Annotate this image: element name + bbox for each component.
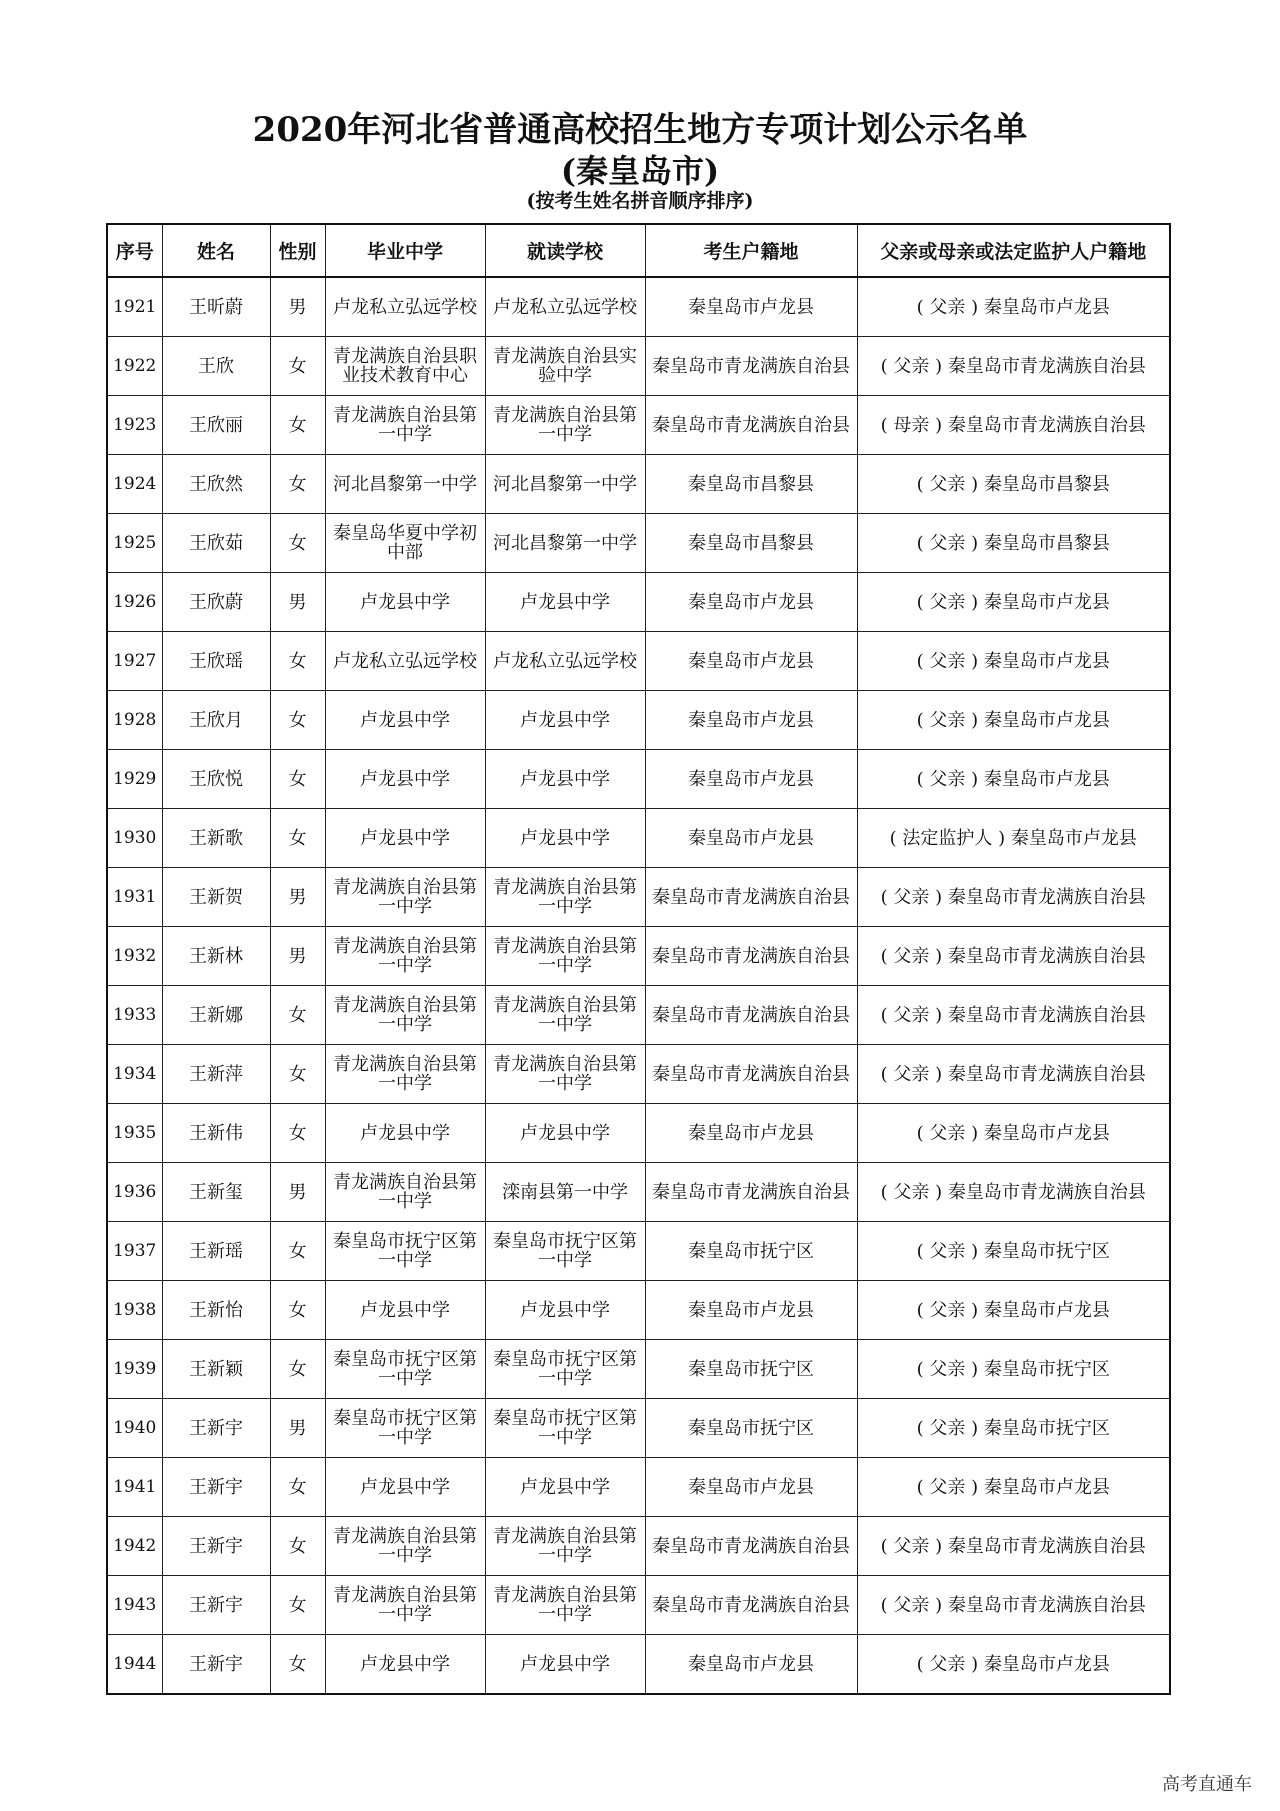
cell-index: 1935: [107, 1104, 162, 1163]
cell-current-school: 卢龙县中学: [485, 1458, 645, 1517]
cell-name: 王欣月: [162, 691, 270, 750]
col-header-gender: 性别: [270, 224, 325, 277]
cell-index: 1941: [107, 1458, 162, 1517]
cell-student-household: 秦皇岛市青龙满族自治县: [645, 1517, 857, 1576]
cell-current-school: 青龙满族自治县第一中学: [485, 396, 645, 455]
cell-gender: 女: [270, 337, 325, 396]
table-row: [107, 277, 1170, 337]
cell-current-school: 卢龙私立弘远学校: [485, 277, 645, 337]
col-header-student-household: 考生户籍地: [645, 224, 857, 277]
table-row: [107, 1340, 1170, 1399]
cell-graduated-school: 卢龙县中学: [325, 691, 485, 750]
col-header-guardian-household: 父亲或母亲或法定监护人户籍地: [857, 224, 1170, 277]
cell-student-household: 秦皇岛市卢龙县: [645, 750, 857, 809]
cell-graduated-school: 卢龙县中学: [325, 1635, 485, 1695]
cell-graduated-school: 卢龙私立弘远学校: [325, 277, 485, 337]
cell-index: 1943: [107, 1576, 162, 1635]
cell-guardian-household: ( 父亲 ) 秦皇岛市青龙满族自治县: [857, 337, 1170, 396]
cell-student-household: 秦皇岛市抚宁区: [645, 1340, 857, 1399]
cell-name: 王欣丽: [162, 396, 270, 455]
cell-name: 王新林: [162, 927, 270, 986]
cell-current-school: 青龙满族自治县第一中学: [485, 1045, 645, 1104]
cell-gender: 女: [270, 1517, 325, 1576]
cell-graduated-school: 卢龙县中学: [325, 809, 485, 868]
cell-name: 王新宇: [162, 1517, 270, 1576]
cell-index: 1928: [107, 691, 162, 750]
cell-guardian-household: ( 母亲 ) 秦皇岛市青龙满族自治县: [857, 396, 1170, 455]
table-row: [107, 1281, 1170, 1340]
cell-current-school: 秦皇岛市抚宁区第一中学: [485, 1340, 645, 1399]
page-subtitle-city: (秦皇岛市): [560, 152, 720, 190]
cell-name: 王新玺: [162, 1163, 270, 1222]
table-row: [107, 632, 1170, 691]
col-header-current-school: 就读学校: [485, 224, 645, 277]
cell-index: 1938: [107, 1281, 162, 1340]
cell-graduated-school: 青龙满族自治县职业技术教育中心: [325, 337, 485, 396]
cell-current-school: 秦皇岛市抚宁区第一中学: [485, 1399, 645, 1458]
cell-gender: 女: [270, 455, 325, 514]
table-row: [107, 573, 1170, 632]
cell-current-school: 青龙满族自治县第一中学: [485, 927, 645, 986]
cell-index: 1932: [107, 927, 162, 986]
cell-gender: 男: [270, 1399, 325, 1458]
cell-gender: 女: [270, 1281, 325, 1340]
cell-graduated-school: 卢龙县中学: [325, 750, 485, 809]
cell-index: 1931: [107, 868, 162, 927]
cell-student-household: 秦皇岛市青龙满族自治县: [645, 927, 857, 986]
cell-index: 1933: [107, 986, 162, 1045]
cell-gender: 女: [270, 691, 325, 750]
cell-current-school: 卢龙县中学: [485, 1635, 645, 1695]
cell-current-school: 卢龙县中学: [485, 573, 645, 632]
cell-name: 王新颖: [162, 1340, 270, 1399]
table-row: [107, 1104, 1170, 1163]
table-row: [107, 809, 1170, 868]
cell-guardian-household: ( 父亲 ) 秦皇岛市卢龙县: [857, 1281, 1170, 1340]
cell-index: 1936: [107, 1163, 162, 1222]
cell-graduated-school: 秦皇岛华夏中学初中部: [325, 514, 485, 573]
table-row: [107, 691, 1170, 750]
cell-student-household: 秦皇岛市卢龙县: [645, 573, 857, 632]
table-row: [107, 396, 1170, 455]
cell-guardian-household: ( 父亲 ) 秦皇岛市抚宁区: [857, 1399, 1170, 1458]
cell-index: 1925: [107, 514, 162, 573]
cell-name: 王新萍: [162, 1045, 270, 1104]
cell-student-household: 秦皇岛市卢龙县: [645, 632, 857, 691]
cell-index: 1927: [107, 632, 162, 691]
cell-student-household: 秦皇岛市卢龙县: [645, 1281, 857, 1340]
cell-current-school: 青龙满族自治县第一中学: [485, 1576, 645, 1635]
cell-gender: 男: [270, 277, 325, 337]
cell-gender: 女: [270, 514, 325, 573]
cell-gender: 女: [270, 1576, 325, 1635]
cell-gender: 男: [270, 868, 325, 927]
table-row: [107, 1635, 1170, 1695]
cell-current-school: 卢龙私立弘远学校: [485, 632, 645, 691]
cell-guardian-household: ( 父亲 ) 秦皇岛市青龙满族自治县: [857, 927, 1170, 986]
cell-graduated-school: 卢龙县中学: [325, 1104, 485, 1163]
table-row: [107, 1222, 1170, 1281]
cell-current-school: 河北昌黎第一中学: [485, 514, 645, 573]
table-row: [107, 1399, 1170, 1458]
cell-student-household: 秦皇岛市卢龙县: [645, 1635, 857, 1695]
cell-student-household: 秦皇岛市抚宁区: [645, 1399, 857, 1458]
cell-gender: 女: [270, 1222, 325, 1281]
cell-guardian-household: ( 父亲 ) 秦皇岛市卢龙县: [857, 277, 1170, 337]
cell-index: 1926: [107, 573, 162, 632]
cell-index: 1937: [107, 1222, 162, 1281]
cell-current-school: 青龙满族自治县第一中学: [485, 986, 645, 1045]
cell-current-school: 卢龙县中学: [485, 691, 645, 750]
cell-graduated-school: 青龙满族自治县第一中学: [325, 868, 485, 927]
cell-gender: 女: [270, 1635, 325, 1695]
cell-graduated-school: 青龙满族自治县第一中学: [325, 1045, 485, 1104]
cell-graduated-school: 青龙满族自治县第一中学: [325, 1163, 485, 1222]
table-row: [107, 514, 1170, 573]
cell-name: 王欣瑶: [162, 632, 270, 691]
cell-guardian-household: ( 父亲 ) 秦皇岛市青龙满族自治县: [857, 1163, 1170, 1222]
cell-current-school: 青龙满族自治县实验中学: [485, 337, 645, 396]
cell-graduated-school: 秦皇岛市抚宁区第一中学: [325, 1340, 485, 1399]
cell-current-school: 卢龙县中学: [485, 750, 645, 809]
cell-index: 1922: [107, 337, 162, 396]
cell-student-household: 秦皇岛市卢龙县: [645, 809, 857, 868]
cell-name: 王新怡: [162, 1281, 270, 1340]
cell-index: 1939: [107, 1340, 162, 1399]
cell-name: 王新瑶: [162, 1222, 270, 1281]
cell-gender: 男: [270, 1163, 325, 1222]
cell-guardian-household: ( 父亲 ) 秦皇岛市卢龙县: [857, 632, 1170, 691]
cell-current-school: 卢龙县中学: [485, 809, 645, 868]
cell-guardian-household: ( 父亲 ) 秦皇岛市昌黎县: [857, 455, 1170, 514]
table-row: [107, 927, 1170, 986]
cell-index: 1924: [107, 455, 162, 514]
cell-guardian-household: ( 父亲 ) 秦皇岛市抚宁区: [857, 1340, 1170, 1399]
cell-name: 王欣悦: [162, 750, 270, 809]
cell-graduated-school: 秦皇岛市抚宁区第一中学: [325, 1222, 485, 1281]
cell-student-household: 秦皇岛市卢龙县: [645, 691, 857, 750]
cell-gender: 女: [270, 1045, 325, 1104]
cell-current-school: 青龙满族自治县第一中学: [485, 1517, 645, 1576]
cell-current-school: 卢龙县中学: [485, 1281, 645, 1340]
cell-student-household: 秦皇岛市青龙满族自治县: [645, 396, 857, 455]
cell-student-household: 秦皇岛市昌黎县: [645, 514, 857, 573]
cell-current-school: 滦南县第一中学: [485, 1163, 645, 1222]
cell-current-school: 卢龙县中学: [485, 1104, 645, 1163]
cell-student-household: 秦皇岛市青龙满族自治县: [645, 1576, 857, 1635]
cell-current-school: 秦皇岛市抚宁区第一中学: [485, 1222, 645, 1281]
col-header-index: 序号: [107, 224, 162, 277]
table-row: [107, 986, 1170, 1045]
cell-guardian-household: ( 父亲 ) 秦皇岛市抚宁区: [857, 1222, 1170, 1281]
table-row: [107, 868, 1170, 927]
table-row: [107, 337, 1170, 396]
cell-gender: 女: [270, 632, 325, 691]
cell-guardian-household: ( 父亲 ) 秦皇岛市卢龙县: [857, 1104, 1170, 1163]
cell-graduated-school: 卢龙县中学: [325, 1458, 485, 1517]
cell-graduated-school: 青龙满族自治县第一中学: [325, 396, 485, 455]
cell-name: 王新宇: [162, 1635, 270, 1695]
cell-guardian-household: ( 父亲 ) 秦皇岛市卢龙县: [857, 750, 1170, 809]
cell-guardian-household: ( 父亲 ) 秦皇岛市昌黎县: [857, 514, 1170, 573]
cell-graduated-school: 卢龙县中学: [325, 1281, 485, 1340]
watermark-text: 高考直通车: [1162, 1774, 1252, 1795]
table-row: [107, 1458, 1170, 1517]
cell-student-household: 秦皇岛市青龙满族自治县: [645, 1045, 857, 1104]
cell-gender: 女: [270, 1104, 325, 1163]
table-body: [107, 277, 1170, 1694]
cell-graduated-school: 秦皇岛市抚宁区第一中学: [325, 1399, 485, 1458]
cell-name: 王新宇: [162, 1399, 270, 1458]
cell-gender: 女: [270, 1340, 325, 1399]
table-row: [107, 750, 1170, 809]
cell-name: 王新歌: [162, 809, 270, 868]
cell-guardian-household: ( 父亲 ) 秦皇岛市青龙满族自治县: [857, 1045, 1170, 1104]
cell-gender: 男: [270, 927, 325, 986]
cell-index: 1942: [107, 1517, 162, 1576]
roster-table: [106, 223, 1171, 1695]
cell-guardian-household: ( 父亲 ) 秦皇岛市青龙满族自治县: [857, 868, 1170, 927]
page-title: 2020年河北省普通高校招生地方专项计划公示名单: [252, 110, 1028, 150]
table-header-row: [107, 224, 1170, 277]
cell-index: 1929: [107, 750, 162, 809]
cell-index: 1944: [107, 1635, 162, 1695]
cell-student-household: 秦皇岛市卢龙县: [645, 1458, 857, 1517]
col-header-graduated-school: 毕业中学: [325, 224, 485, 277]
table-row: [107, 1045, 1170, 1104]
cell-index: 1921: [107, 277, 162, 337]
cell-gender: 女: [270, 986, 325, 1045]
cell-gender: 女: [270, 809, 325, 868]
table-row: [107, 1517, 1170, 1576]
cell-current-school: 青龙满族自治县第一中学: [485, 868, 645, 927]
cell-gender: 男: [270, 573, 325, 632]
cell-name: 王新宇: [162, 1458, 270, 1517]
cell-student-household: 秦皇岛市卢龙县: [645, 277, 857, 337]
cell-student-household: 秦皇岛市青龙满族自治县: [645, 1163, 857, 1222]
cell-gender: 女: [270, 396, 325, 455]
cell-graduated-school: 青龙满族自治县第一中学: [325, 927, 485, 986]
cell-index: 1923: [107, 396, 162, 455]
cell-index: 1934: [107, 1045, 162, 1104]
cell-index: 1940: [107, 1399, 162, 1458]
cell-name: 王昕蔚: [162, 277, 270, 337]
cell-current-school: 河北昌黎第一中学: [485, 455, 645, 514]
table-row: [107, 1163, 1170, 1222]
cell-name: 王新宇: [162, 1576, 270, 1635]
page-subtitle-sort-note: (按考生姓名拼音顺序排序): [526, 190, 754, 212]
cell-guardian-household: ( 父亲 ) 秦皇岛市青龙满族自治县: [857, 986, 1170, 1045]
table-row: [107, 455, 1170, 514]
cell-graduated-school: 青龙满族自治县第一中学: [325, 986, 485, 1045]
cell-graduated-school: 青龙满族自治县第一中学: [325, 1517, 485, 1576]
cell-name: 王欣蔚: [162, 573, 270, 632]
cell-gender: 女: [270, 1458, 325, 1517]
cell-guardian-household: ( 父亲 ) 秦皇岛市卢龙县: [857, 1635, 1170, 1695]
cell-guardian-household: ( 父亲 ) 秦皇岛市卢龙县: [857, 691, 1170, 750]
cell-guardian-household: ( 父亲 ) 秦皇岛市青龙满族自治县: [857, 1576, 1170, 1635]
cell-name: 王新伟: [162, 1104, 270, 1163]
cell-name: 王欣然: [162, 455, 270, 514]
cell-student-household: 秦皇岛市抚宁区: [645, 1222, 857, 1281]
cell-student-household: 秦皇岛市青龙满族自治县: [645, 337, 857, 396]
cell-graduated-school: 青龙满族自治县第一中学: [325, 1576, 485, 1635]
cell-name: 王欣茹: [162, 514, 270, 573]
cell-guardian-household: ( 父亲 ) 秦皇岛市卢龙县: [857, 1458, 1170, 1517]
cell-guardian-household: ( 父亲 ) 秦皇岛市卢龙县: [857, 573, 1170, 632]
cell-gender: 女: [270, 750, 325, 809]
cell-student-household: 秦皇岛市青龙满族自治县: [645, 868, 857, 927]
cell-name: 王新贺: [162, 868, 270, 927]
cell-graduated-school: 卢龙私立弘远学校: [325, 632, 485, 691]
cell-student-household: 秦皇岛市昌黎县: [645, 455, 857, 514]
col-header-name: 姓名: [162, 224, 270, 277]
cell-student-household: 秦皇岛市青龙满族自治县: [645, 986, 857, 1045]
cell-student-household: 秦皇岛市卢龙县: [645, 1104, 857, 1163]
cell-graduated-school: 河北昌黎第一中学: [325, 455, 485, 514]
cell-guardian-household: ( 法定监护人 ) 秦皇岛市卢龙县: [857, 809, 1170, 868]
cell-name: 王欣: [162, 337, 270, 396]
cell-index: 1930: [107, 809, 162, 868]
cell-name: 王新娜: [162, 986, 270, 1045]
cell-graduated-school: 卢龙县中学: [325, 573, 485, 632]
table-row: [107, 1576, 1170, 1635]
cell-guardian-household: ( 父亲 ) 秦皇岛市青龙满族自治县: [857, 1517, 1170, 1576]
